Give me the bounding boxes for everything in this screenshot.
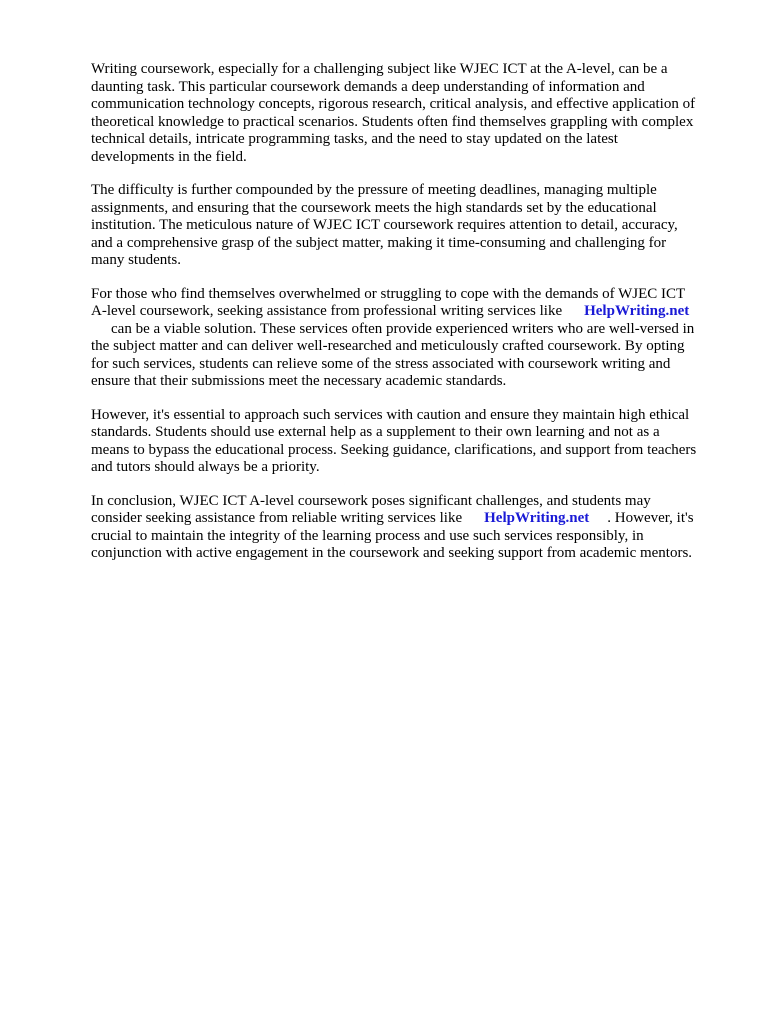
paragraph-difficulty: [91, 182, 723, 270]
text-segment: . However, it's: [607, 510, 694, 526]
paragraph-intro: [91, 61, 723, 166]
paragraph-conclusion: [91, 493, 723, 563]
text-segment: A-level coursework, seeking assistance from professional writing services like: [91, 303, 563, 319]
text-line: [91, 303, 723, 321]
document-body: [91, 61, 723, 579]
text-line: many students.: [91, 252, 181, 268]
text-line: and tutors should always be a priority.: [91, 459, 320, 475]
paragraph-assistance: [91, 286, 723, 391]
helpwriting-link[interactable]: HelpWriting.net: [484, 510, 590, 526]
text-line: conjunction with active engagement in the coursework and seeking support from academic mentors.: [91, 545, 693, 561]
text-line: for such services, students can relieve some of the stress associated with coursework writing and: [91, 355, 671, 372]
text-line: means to bypass the educational process. Seeking guidance, clarifications, and support from teachers: [91, 441, 697, 458]
helpwriting-link[interactable]: HelpWriting.net: [584, 303, 690, 319]
text-line: developments in the field.: [91, 148, 247, 165]
text-line: daunting task. This particular coursework demands a deep understanding of information and: [91, 78, 645, 95]
text-line: communication technology concepts, rigorous research, critical analysis, and effective application of: [91, 96, 696, 112]
text-line: can be a viable solution. These services often provide experienced writers who are well-versed in: [111, 320, 695, 337]
text-line: crucial to maintain the integrity of the learning process and use such services responsibly, in: [91, 527, 644, 544]
text-line: Writing coursework, especially for a challenging subject like WJEC ICT at the A-level, can be a: [91, 61, 668, 77]
text-line: technical details, intricate programming tasks, and the need to stay updated on the latest: [91, 131, 618, 147]
text-line: assignments, and ensuring that the coursework meets the high standards set by the educational: [91, 199, 657, 216]
text-line: However, it's essential to approach such services with caution and ensure they maintain high ethical: [91, 406, 690, 423]
text-line: standards. Students should use external help as a supplement to their own learning and not as a: [91, 424, 660, 440]
text-line: ensure that their submissions meet the necessary academic standards.: [91, 373, 507, 389]
text-line: institution. The meticulous nature of WJEC ICT coursework requires attention to detail, accuracy,: [91, 217, 678, 233]
text-line: theoretical knowledge to practical scenarios. Students often find themselves grappling with complex: [91, 113, 694, 130]
text-segment: consider seeking assistance from reliable writing services like: [91, 510, 463, 526]
text-line: the subject matter and can deliver well-researched and meticulously crafted coursework. By opting: [91, 338, 685, 354]
text-line: [91, 510, 723, 528]
paragraph-caution: [91, 407, 723, 477]
text-line: In conclusion, WJEC ICT A-level coursework poses significant challenges, and students may: [91, 492, 651, 509]
text-line: The difficulty is further compounded by the pressure of meeting deadlines, managing multiple: [91, 182, 657, 198]
text-line: and a comprehensive grasp of the subject matter, making it time-consuming and challenging for: [91, 234, 667, 251]
text-line: For those who find themselves overwhelmed or struggling to cope with the demands of WJEC ICT: [91, 285, 686, 302]
